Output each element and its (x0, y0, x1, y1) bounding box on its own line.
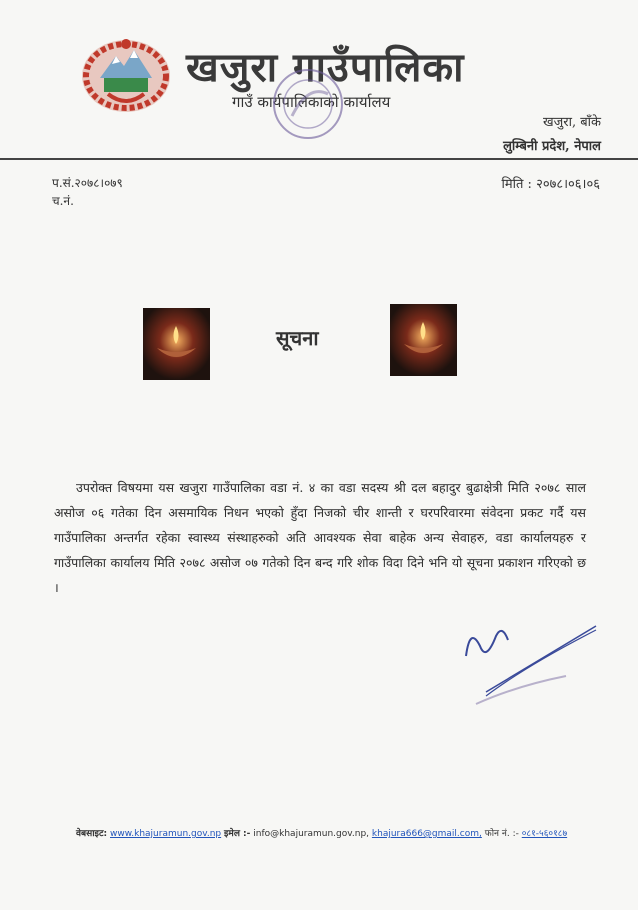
notice-title: सूचना (276, 326, 319, 350)
website-link[interactable]: www.khajuramun.gov.np (110, 829, 222, 839)
office-stamp-icon (262, 64, 354, 144)
header-divider (0, 158, 638, 160)
office-name: गाउँ कार्यपालिकाको कार्यालय (232, 93, 391, 111)
signature-icon (456, 596, 606, 726)
phone-label: फोन नं. :- (484, 829, 519, 839)
notice-body: उपरोक्त विषयमा यस खजुरा गाउँपालिका वडा नं. ४ का वडा सदस्य श्री दल बहादुर बुढाक्षेत्री मिति २०७८ साल असोज ०६ गतेका दिन असमायिक निधन भएको हुँदा निजको चीर शान्ती र घरपरिवारमा संवेदना प्रकट गर्दै यस गाउँपालिका अन्तर्गत रहेका स्वास्थ्य संस्थाहरुको अति आवश्यक सेवा बाहेक अन्य सेवाहरु, वडा कार्यालयहरु र गाउँपालिका कार्यालय मिति २०७८ असोज ०७ गतेको दिन बन्द गरि शोक विदा दिने भनि यो सूचना प्रकाशन गरिएको छ । (54, 479, 586, 595)
email-secondary-link[interactable]: khajura666@gmail.com, (371, 829, 482, 839)
nepal-emblem-icon (78, 34, 174, 114)
org-name: खजुरा गाउँपालिका (186, 44, 465, 91)
email-primary: info@khajuramun.gov.np, (253, 829, 370, 839)
phone-number[interactable]: ०८१-५६०१८७ (521, 829, 568, 839)
dispatch-number: च.नं. (52, 194, 74, 208)
oil-lamp-icon (143, 308, 210, 380)
email-label: इमेल :- (224, 829, 251, 839)
notice-date: मिति : २०७८।०६।०६ (501, 177, 600, 192)
contact-footer (76, 826, 567, 839)
oil-lamp-icon (390, 304, 457, 376)
website-label: वेबसाइट: (76, 829, 108, 839)
address-line-1: खजुरा, बाँके (542, 115, 601, 130)
reference-number: प.सं.२०७८।०७९ (52, 176, 123, 190)
address-line-2: लुम्बिनी प्रदेश, नेपाल (503, 139, 601, 154)
